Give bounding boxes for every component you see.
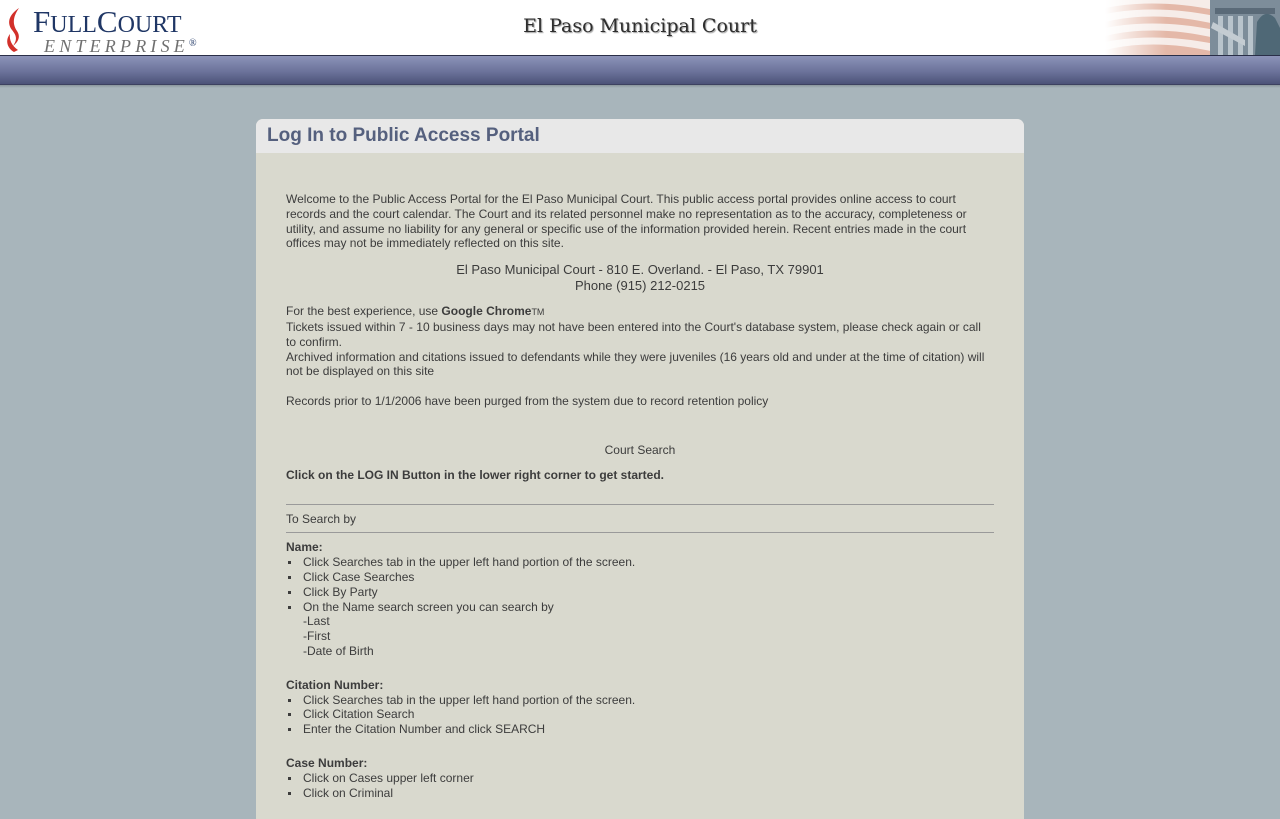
court-search-heading: Court Search: [604, 442, 676, 457]
list-item: On the Name search screen you can search by: [286, 600, 994, 615]
panel-header: [256, 119, 1024, 153]
sub-item: -Last: [303, 614, 330, 629]
section-case-search: [286, 756, 994, 800]
list-item: Click on Cases upper left corner: [286, 771, 994, 786]
logo-enterprise-text: ENTERPRISE®: [44, 36, 197, 56]
section-title: Name:: [286, 540, 323, 555]
welcome-text: Welcome to the Public Access Portal for the El Paso Municipal Court. This public access portal provides online access to court records and the court calendar. The Court and its related personnel make no representation as to the accuracy, completeness or utility, and assume no liability for any general or specific use of the information provided herein. Recent entries made in the court offices may not be immediately reflected on this site.: [286, 192, 967, 251]
section-citation-search: [286, 678, 994, 737]
login-panel: [256, 119, 1024, 819]
list-item: Click Citation Search: [286, 707, 994, 722]
login-hint: Click on the LOG IN Button in the lower right corner to get started.: [286, 467, 665, 482]
section-name-search: [286, 540, 994, 658]
tickets-note: Tickets issued within 7 - 10 business days may not have been entered into the Court's database system, please check again or call to confirm.: [286, 319, 981, 349]
panel-body: [256, 153, 1024, 800]
list-item: Click Searches tab in the upper left hand portion of the screen.: [286, 693, 994, 708]
logo-fullcourt-text: FULLCOURT: [33, 4, 182, 39]
sub-item: -First: [303, 629, 331, 644]
panel-title: Log In to Public Access Portal: [267, 125, 540, 146]
browser-name: Google Chrome: [441, 304, 532, 319]
list-item: Click Case Searches: [286, 570, 994, 585]
header: [0, 0, 1280, 56]
court-address: [286, 262, 994, 294]
section-title: Citation Number:: [286, 677, 384, 692]
browser-note: For the best experience, use Google ChromeTM: [286, 304, 545, 319]
list-item: Click By Party: [286, 585, 994, 600]
flag-courthouse-banner-image: [1105, 0, 1280, 55]
sub-item: -Date of Birth: [303, 643, 374, 658]
divider: [286, 532, 994, 533]
archived-note: Archived information and citations issued to defendants while they were juveniles (16 years old and under at the time of citation) will not be displayed on this site: [286, 349, 985, 379]
search-by-heading: To Search by: [286, 511, 357, 526]
navigation-bar: [0, 56, 1280, 85]
list-item: Click on Criminal: [286, 786, 994, 801]
navbar-shadow: [0, 85, 1280, 88]
list-item: Enter the Citation Number and click SEARCH: [286, 722, 994, 737]
list-item: Click Searches tab in the upper left hand portion of the screen.: [286, 555, 994, 570]
court-title: El Paso Municipal Court: [523, 15, 757, 37]
notes: [286, 304, 994, 379]
records-note: Records prior to 1/1/2006 have been purged from the system due to record retention policy: [286, 394, 769, 409]
address-line: El Paso Municipal Court - 810 E. Overland. - El Paso, TX 79901: [456, 262, 824, 278]
section-title: Case Number:: [286, 755, 368, 770]
phone-line: Phone (915) 212-0215: [574, 278, 706, 294]
